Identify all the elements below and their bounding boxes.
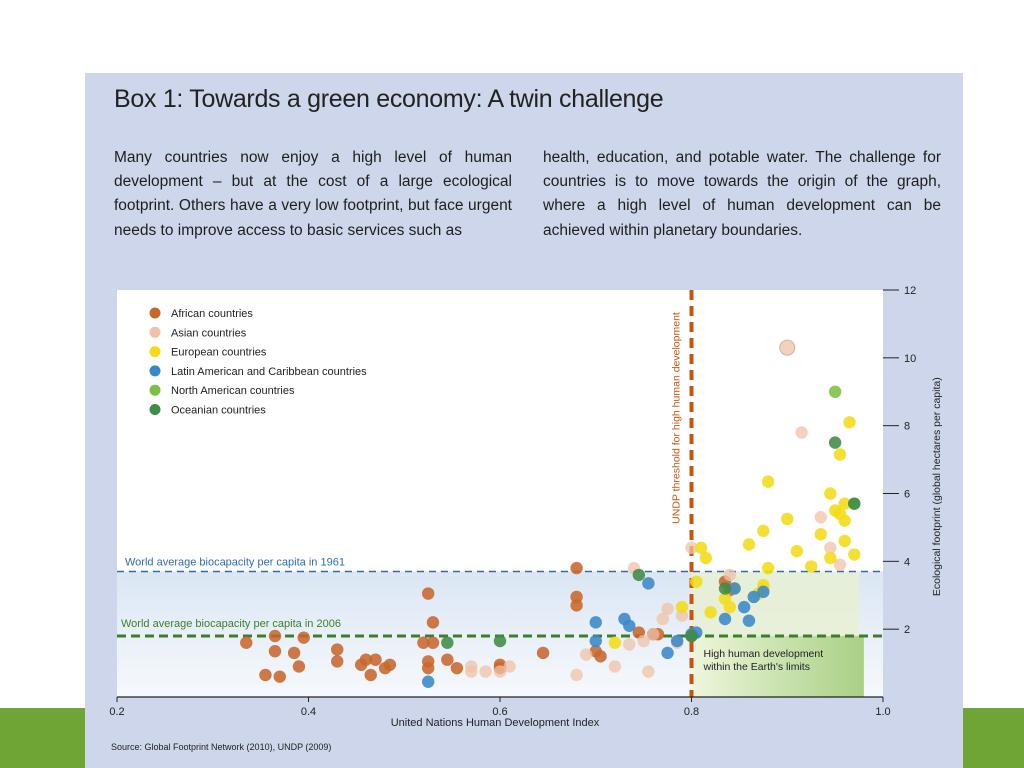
data-point [805, 560, 817, 572]
scatter-chart [85, 73, 963, 768]
data-point [570, 669, 582, 681]
data-point [724, 569, 736, 581]
y-tick-label: 8 [904, 420, 911, 433]
data-point [494, 635, 506, 647]
y-axis-title: Ecological footprint (global hectares per capita) [931, 377, 943, 597]
data-point [791, 545, 803, 557]
data-point [743, 538, 755, 550]
data-point [465, 665, 477, 677]
hdi-threshold-label: UNDP threshold for high human development [670, 312, 683, 524]
paragraph-left: Many countries now enjoy a high level of human development – but at the cost of a large ecological footprint. Others have a very low footprint, but face urgent needs to improve access to basic services such as [114, 149, 512, 239]
data-point [824, 487, 836, 499]
data-point [240, 637, 252, 649]
data-point [719, 582, 731, 594]
data-point [848, 548, 860, 560]
data-point [623, 620, 635, 632]
data-point [757, 525, 769, 537]
data-point [298, 631, 310, 643]
data-point [690, 575, 702, 587]
data-point [719, 613, 731, 625]
data-point [829, 436, 841, 448]
data-point [293, 660, 305, 672]
data-point [422, 676, 434, 688]
data-point [590, 635, 602, 647]
data-point [824, 552, 836, 564]
data-point [642, 577, 654, 589]
green-tint-region [692, 572, 860, 636]
data-point [274, 670, 286, 682]
data-point [580, 648, 592, 660]
data-point [676, 601, 688, 613]
data-point [369, 653, 381, 665]
biocapacity-2006-label: World average biocapacity per capita in 2006 [121, 617, 341, 630]
data-point [570, 562, 582, 574]
data-point [815, 511, 827, 523]
legend-marker [150, 308, 161, 319]
source-note: Source: Global Footprint Network (2010), UNDP (2009) [111, 742, 332, 752]
legend-label: Asian countries [171, 327, 247, 340]
data-point [451, 662, 463, 674]
data-point [762, 562, 774, 574]
legend-marker [150, 327, 161, 338]
data-point [427, 616, 439, 628]
data-point [743, 614, 755, 626]
data-point [570, 599, 582, 611]
box-title: Box 1: Towards a green economy: A twin challenge [114, 85, 664, 113]
paragraph-right: health, education, and potable water. The challenge for countries is to move towards the origin of the graph, where a high level of human development can be achieved within planetary boundaries. [543, 149, 941, 239]
legend-label: Oceanian countries [171, 404, 266, 417]
x-axis-title: United Nations Human Development Index [390, 717, 600, 729]
legend-marker [150, 346, 161, 357]
data-point [269, 645, 281, 657]
data-point [661, 647, 673, 659]
biocapacity-1961-label: World average biocapacity per capita in 1961 [125, 556, 345, 569]
data-point [700, 552, 712, 564]
data-point [609, 637, 621, 649]
data-point [685, 630, 697, 642]
y-tick-label: 6 [904, 488, 911, 501]
data-point [795, 426, 807, 438]
decor-green-bar-right [960, 708, 1024, 768]
data-point [259, 669, 271, 681]
y-tick-label: 4 [904, 556, 911, 569]
data-point [757, 586, 769, 598]
data-point [427, 637, 439, 649]
legend-label: North American countries [171, 385, 295, 398]
data-point [269, 630, 281, 642]
data-point [815, 528, 827, 540]
data-point [661, 603, 673, 615]
target-region-label-line: within the Earth's limits [703, 660, 810, 673]
data-point [503, 660, 515, 672]
data-point [594, 650, 606, 662]
data-point [633, 569, 645, 581]
data-point [479, 665, 491, 677]
data-point [829, 386, 841, 398]
target-region-label [703, 648, 824, 673]
data-point [288, 647, 300, 659]
data-point [762, 475, 774, 487]
legend-marker [150, 385, 161, 396]
data-point [780, 340, 795, 355]
data-point [422, 662, 434, 674]
x-tick-label: 0.4 [300, 706, 317, 718]
data-point [647, 628, 659, 640]
data-point [331, 643, 343, 655]
data-point [834, 448, 846, 460]
x-tick-label: 1.0 [875, 706, 891, 718]
data-point [843, 416, 855, 428]
y-tick-label: 12 [904, 285, 917, 297]
decor-green-bar-left [0, 708, 90, 768]
data-point [365, 669, 377, 681]
data-point [642, 665, 654, 677]
data-point [623, 638, 635, 650]
legend-label: European countries [171, 346, 267, 359]
data-point [441, 637, 453, 649]
data-point [609, 660, 621, 672]
data-point [671, 635, 683, 647]
y-tick-label: 2 [904, 624, 911, 637]
legend-label: African countries [171, 308, 253, 320]
data-point [839, 514, 851, 526]
box-panel [85, 73, 963, 768]
data-point [724, 601, 736, 613]
data-point [738, 601, 750, 613]
x-tick-label: 0.6 [492, 706, 508, 718]
legend-marker [150, 365, 161, 376]
y-tick-label: 10 [904, 352, 917, 365]
data-point [537, 647, 549, 659]
x-tick-label: 0.8 [683, 706, 700, 718]
legend-marker [150, 404, 161, 415]
data-point [422, 587, 434, 599]
data-point [331, 655, 343, 667]
data-point [781, 513, 793, 525]
data-point [384, 659, 396, 671]
target-region-label-line: High human development [703, 647, 824, 660]
x-tick-label: 0.2 [109, 706, 125, 718]
data-point [848, 497, 860, 509]
data-point [704, 606, 716, 618]
data-point [590, 616, 602, 628]
legend-label: Latin American and Caribbean countries [171, 365, 367, 378]
data-point [839, 535, 851, 547]
data-point [441, 653, 453, 665]
